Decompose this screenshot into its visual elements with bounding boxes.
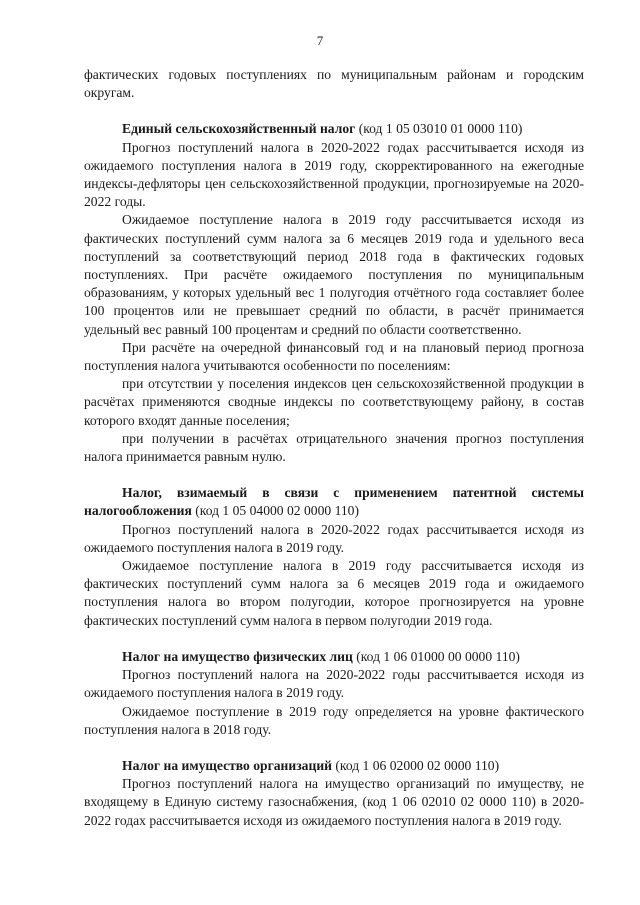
paragraph: Ожидаемое поступление налога в 2019 году рассчитывается исходя из фактических поступлений сумм налога за 6 месяцев 2019 года и ожидаемого поступления налога во втором полугодии, которое прогнозируется на уровне фактических поступлений сумм налога в первом полугодии 2019 года. [84,558,584,628]
document-body [84,66,584,830]
section-heading [84,120,584,138]
section-title: Единый сельскохозяйственный налог [122,121,356,137]
section-heading [84,484,584,520]
paragraph: Ожидаемое поступление в 2019 году определяется на уровне фактического поступления налога в 2018 году. [84,703,584,737]
page-number: 7 [316,33,324,48]
intro-paragraph: фактических годовых поступлениях по муниципальным районам и городским округам. [84,67,584,101]
paragraph: Прогноз поступлений налога в 2020-2022 годах рассчитывается исходя из ожидаемого поступления налога в 2019 году. [84,521,584,555]
paragraph: Прогноз поступлений налога на имущество организаций по имуществу, не входящему в Единую систему газоснабжения, (код 1 06 02010 02 0000 110) в 2020-2022 годах рассчитывается исходя из ожидаемого поступления налога в 2019 году. [84,776,584,828]
section-title: Налог на имущество организаций [122,757,332,773]
paragraph: Прогноз поступлений налога в 2020-2022 годах рассчитывается исходя из ожидаемого поступления налога в 2019 году, скорректированного на ежегодные индексы-дефляторы цен сельскохозяйственной продукции, прогнозируемые на 2020-2022 годы. [84,139,584,210]
section-title: Налог на имущество физических лиц [122,648,353,664]
section-heading [84,648,584,666]
section-code: (код 1 05 03010 01 0000 110) [355,121,523,137]
paragraph: при получении в расчётах отрицательного значения прогноз поступления налога принимается равным нулю. [84,430,584,465]
section-heading [84,757,584,775]
section-code: (код 1 06 01000 00 0000 110) [352,648,520,664]
section-code: (код 1 05 04000 02 0000 110) [191,503,359,519]
paragraph: При расчёте на очередной финансовый год и на плановый период прогноза поступления налога учитываются особенности по поселениям: [84,339,584,374]
section-code: (код 1 06 02000 02 0000 110) [331,757,500,773]
section-title: Налог, взимаемый в связи с применением патентной системы налогообложения [84,485,584,519]
paragraph: Ожидаемое поступление налога в 2019 году рассчитывается исходя из фактических поступлений сумм налога за 6 месяцев 2019 года и удельного веса поступлений за соответствующий период 2018 года в фактических годовых поступлениях. При расчёте ожидаемого поступления по муниципальным образованиям, у которых удельный вес 1 полугодия отчётного года составляет более 100 процентов или не превышает средний по области, в расчёт принимается удельный вес равный 100 процентам и средний по области соответственно. [84,212,584,337]
paragraph: при отсутствии у поселения индексов цен сельскохозяйственной продукции в расчётах применяются сводные индексы по соответствующему району, в состав которого входят данные поселения; [84,376,584,428]
paragraph: Прогноз поступлений налога на 2020-2022 годы рассчитывается исходя из ожидаемого поступления налога в 2019 году. [84,667,584,701]
